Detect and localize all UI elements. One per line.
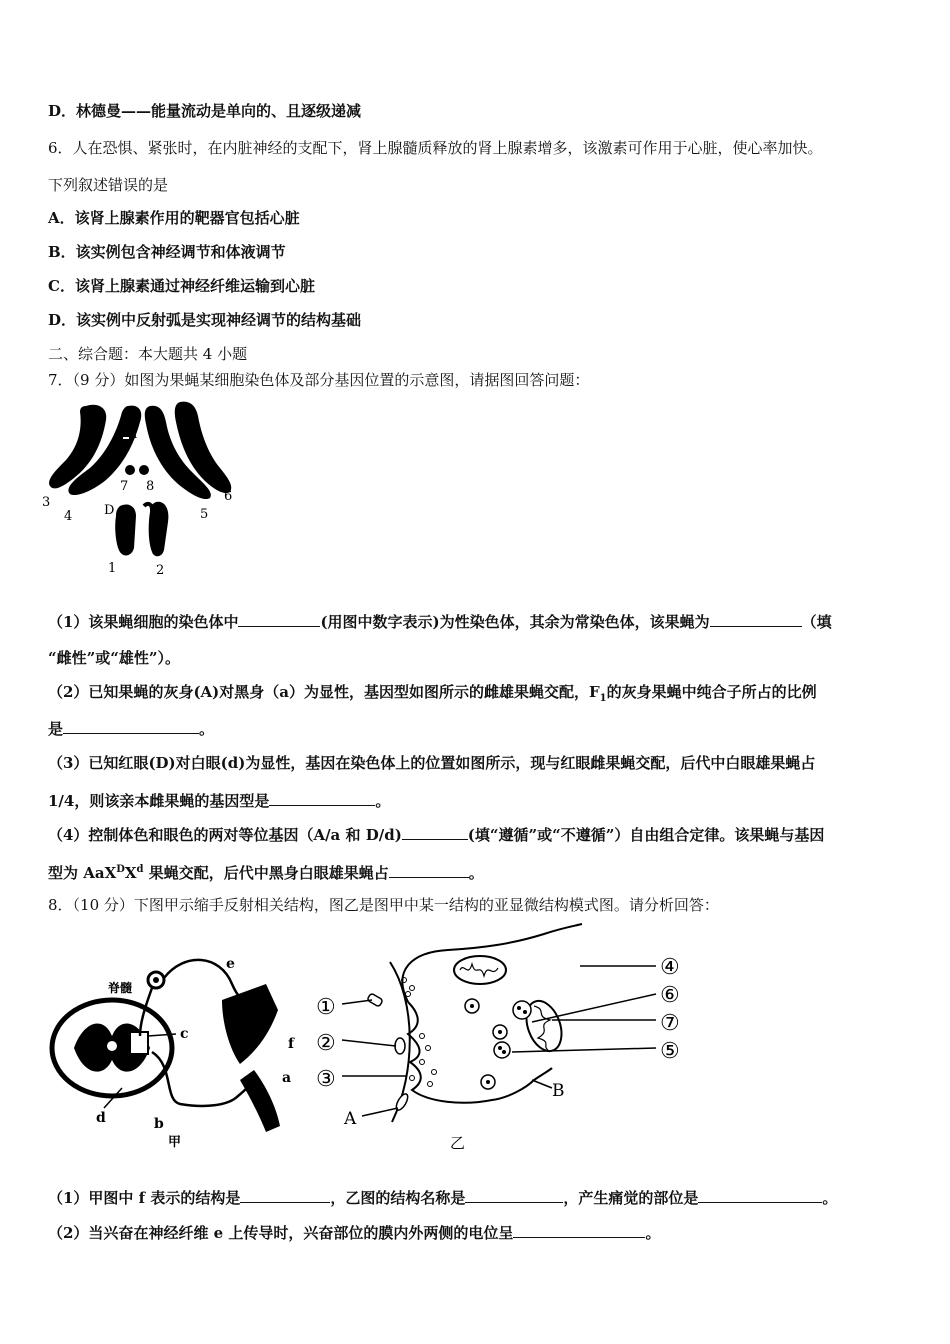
label-c: c bbox=[180, 1026, 189, 1042]
label-a-muscle: a bbox=[282, 1070, 292, 1086]
label-6: 6 bbox=[224, 489, 233, 504]
label-4: 4 bbox=[64, 509, 73, 524]
q7-part4-line2: 型为 $AaX^DX^d$ 果蝇交配，后代中黑身白眼雄果蝇占 。 bbox=[48, 864, 484, 882]
label-A: A bbox=[80, 425, 90, 440]
chromosome-7 bbox=[125, 465, 135, 475]
label-n6: ⑥ bbox=[660, 983, 680, 1008]
q7-part1-line2: “雌性”或“雄性”）。 bbox=[48, 649, 181, 667]
q5-option-d: D．林德曼——能量流动是单向的、且逐级递减 bbox=[48, 102, 362, 120]
label-n5: ⑤ bbox=[660, 1039, 680, 1064]
label-8: 8 bbox=[146, 479, 155, 494]
caption-yi: 乙 bbox=[450, 1134, 466, 1152]
caption-jia: 甲 bbox=[168, 1135, 182, 1150]
q7-part4-line1: （4）控制体色和眼色的两对等位基因（A/a 和 D/d) (填“遵循”或“不遵循”）自由组合定律。该果蝇与基因 bbox=[48, 826, 825, 844]
answer-blank[interactable] bbox=[513, 1222, 645, 1238]
q8-part2: （2）当兴奋在神经纤维 e 上传导时，兴奋部位的膜内外两侧的电位呈 。 bbox=[48, 1224, 661, 1242]
q6-option-c: C．该肾上腺素通过神经纤维运输到心脏 bbox=[48, 277, 315, 295]
q7-part3-line1: （3）已知红眼(D)对白眼(d)为显性，基因在染色体上的位置如图所示，现与红眼雌果蝇交配，后代中白眼雄果蝇占 bbox=[48, 754, 816, 772]
label-7: 7 bbox=[120, 479, 129, 494]
chromosome-8 bbox=[139, 465, 149, 475]
label-5: 5 bbox=[200, 507, 209, 522]
q7-part1-line1: （1）该果蝇细胞的染色体中 (用图中数字表示)为性染色体，其余为常染色体，该果蝇为 （填 bbox=[48, 613, 832, 631]
label-a: a bbox=[130, 427, 138, 441]
q8-stem: 8．（10 分）下图甲示缩手反射相关结构，图乙是图甲中某一结构的亚显微结构模式图。请分析回答： bbox=[48, 896, 719, 914]
q7-part2-line1: （2）已知果蝇的灰身(A)对黑身（a）为显性，基因型如图所示的雌雄果蝇交配，$F_1$的灰身果蝇中纯合子所占的比例 bbox=[48, 683, 817, 704]
answer-blank[interactable] bbox=[698, 1187, 822, 1203]
label-spine: 脊髓 bbox=[108, 981, 133, 995]
section2-title: 二、综合题：本大题共 4 小题 bbox=[48, 345, 248, 363]
chromosome-1 bbox=[115, 504, 136, 555]
label-2: 2 bbox=[156, 563, 165, 578]
q6-stem-line1: 6．人在恐惧、紧张时，在内脏神经的支配下，肾上腺髓质释放的肾上腺素增多，该激素可作用于心脏，使心率加快。 bbox=[48, 139, 823, 157]
answer-blank[interactable] bbox=[240, 1187, 330, 1203]
muscle-a bbox=[240, 1070, 280, 1132]
q6-option-a: A．该肾上腺素作用的靶器官包括心脏 bbox=[48, 209, 300, 227]
label-d: d bbox=[96, 1110, 106, 1126]
q7-part3-line2: 1/4，则该亲本雌果蝇的基因型是 。 bbox=[48, 792, 391, 810]
synapse-figure bbox=[312, 922, 700, 1154]
label-e: e bbox=[226, 956, 235, 972]
label-n2: ② bbox=[316, 1031, 336, 1056]
answer-blank[interactable] bbox=[63, 718, 199, 734]
answer-blank[interactable] bbox=[389, 862, 469, 878]
answer-blank[interactable] bbox=[465, 1187, 563, 1203]
reflex-arc-figure bbox=[44, 940, 306, 1152]
label-D: D bbox=[104, 503, 115, 518]
muscle-f bbox=[222, 984, 278, 1064]
label-3: 3 bbox=[42, 495, 51, 510]
answer-blank[interactable] bbox=[710, 611, 802, 627]
answer-blank[interactable] bbox=[402, 824, 468, 840]
q7-stem: 7．（9 分）如图为果蝇某细胞染色体及部分基因位置的示意图，请据图回答问题： bbox=[48, 371, 590, 389]
label-n3: ③ bbox=[316, 1067, 336, 1092]
label-A-syn: A bbox=[344, 1109, 357, 1129]
q6-option-d: D．该实例中反射弧是实现神经调节的结构基础 bbox=[48, 311, 362, 329]
answer-blank[interactable] bbox=[238, 611, 320, 627]
q8-part1: （1）甲图中 f 表示的结构是 ，乙图的结构名称是 ，产生痛觉的部位是 。 bbox=[48, 1189, 838, 1207]
q7-part2-line2: 是 。 bbox=[48, 720, 215, 738]
label-1: 1 bbox=[108, 561, 117, 576]
chromosome-figure bbox=[40, 398, 250, 580]
answer-blank[interactable] bbox=[269, 790, 375, 806]
label-n7: ⑦ bbox=[660, 1011, 680, 1036]
label-b: b bbox=[154, 1116, 164, 1132]
label-f: f bbox=[288, 1036, 295, 1052]
q6-stem-line2: 下列叙述错误的是 bbox=[48, 176, 169, 194]
label-n4: ④ bbox=[660, 955, 680, 980]
label-n1: ① bbox=[316, 995, 336, 1020]
label-B-syn: B bbox=[552, 1081, 565, 1101]
q6-option-b: B．该实例包含神经调节和体液调节 bbox=[48, 243, 286, 261]
